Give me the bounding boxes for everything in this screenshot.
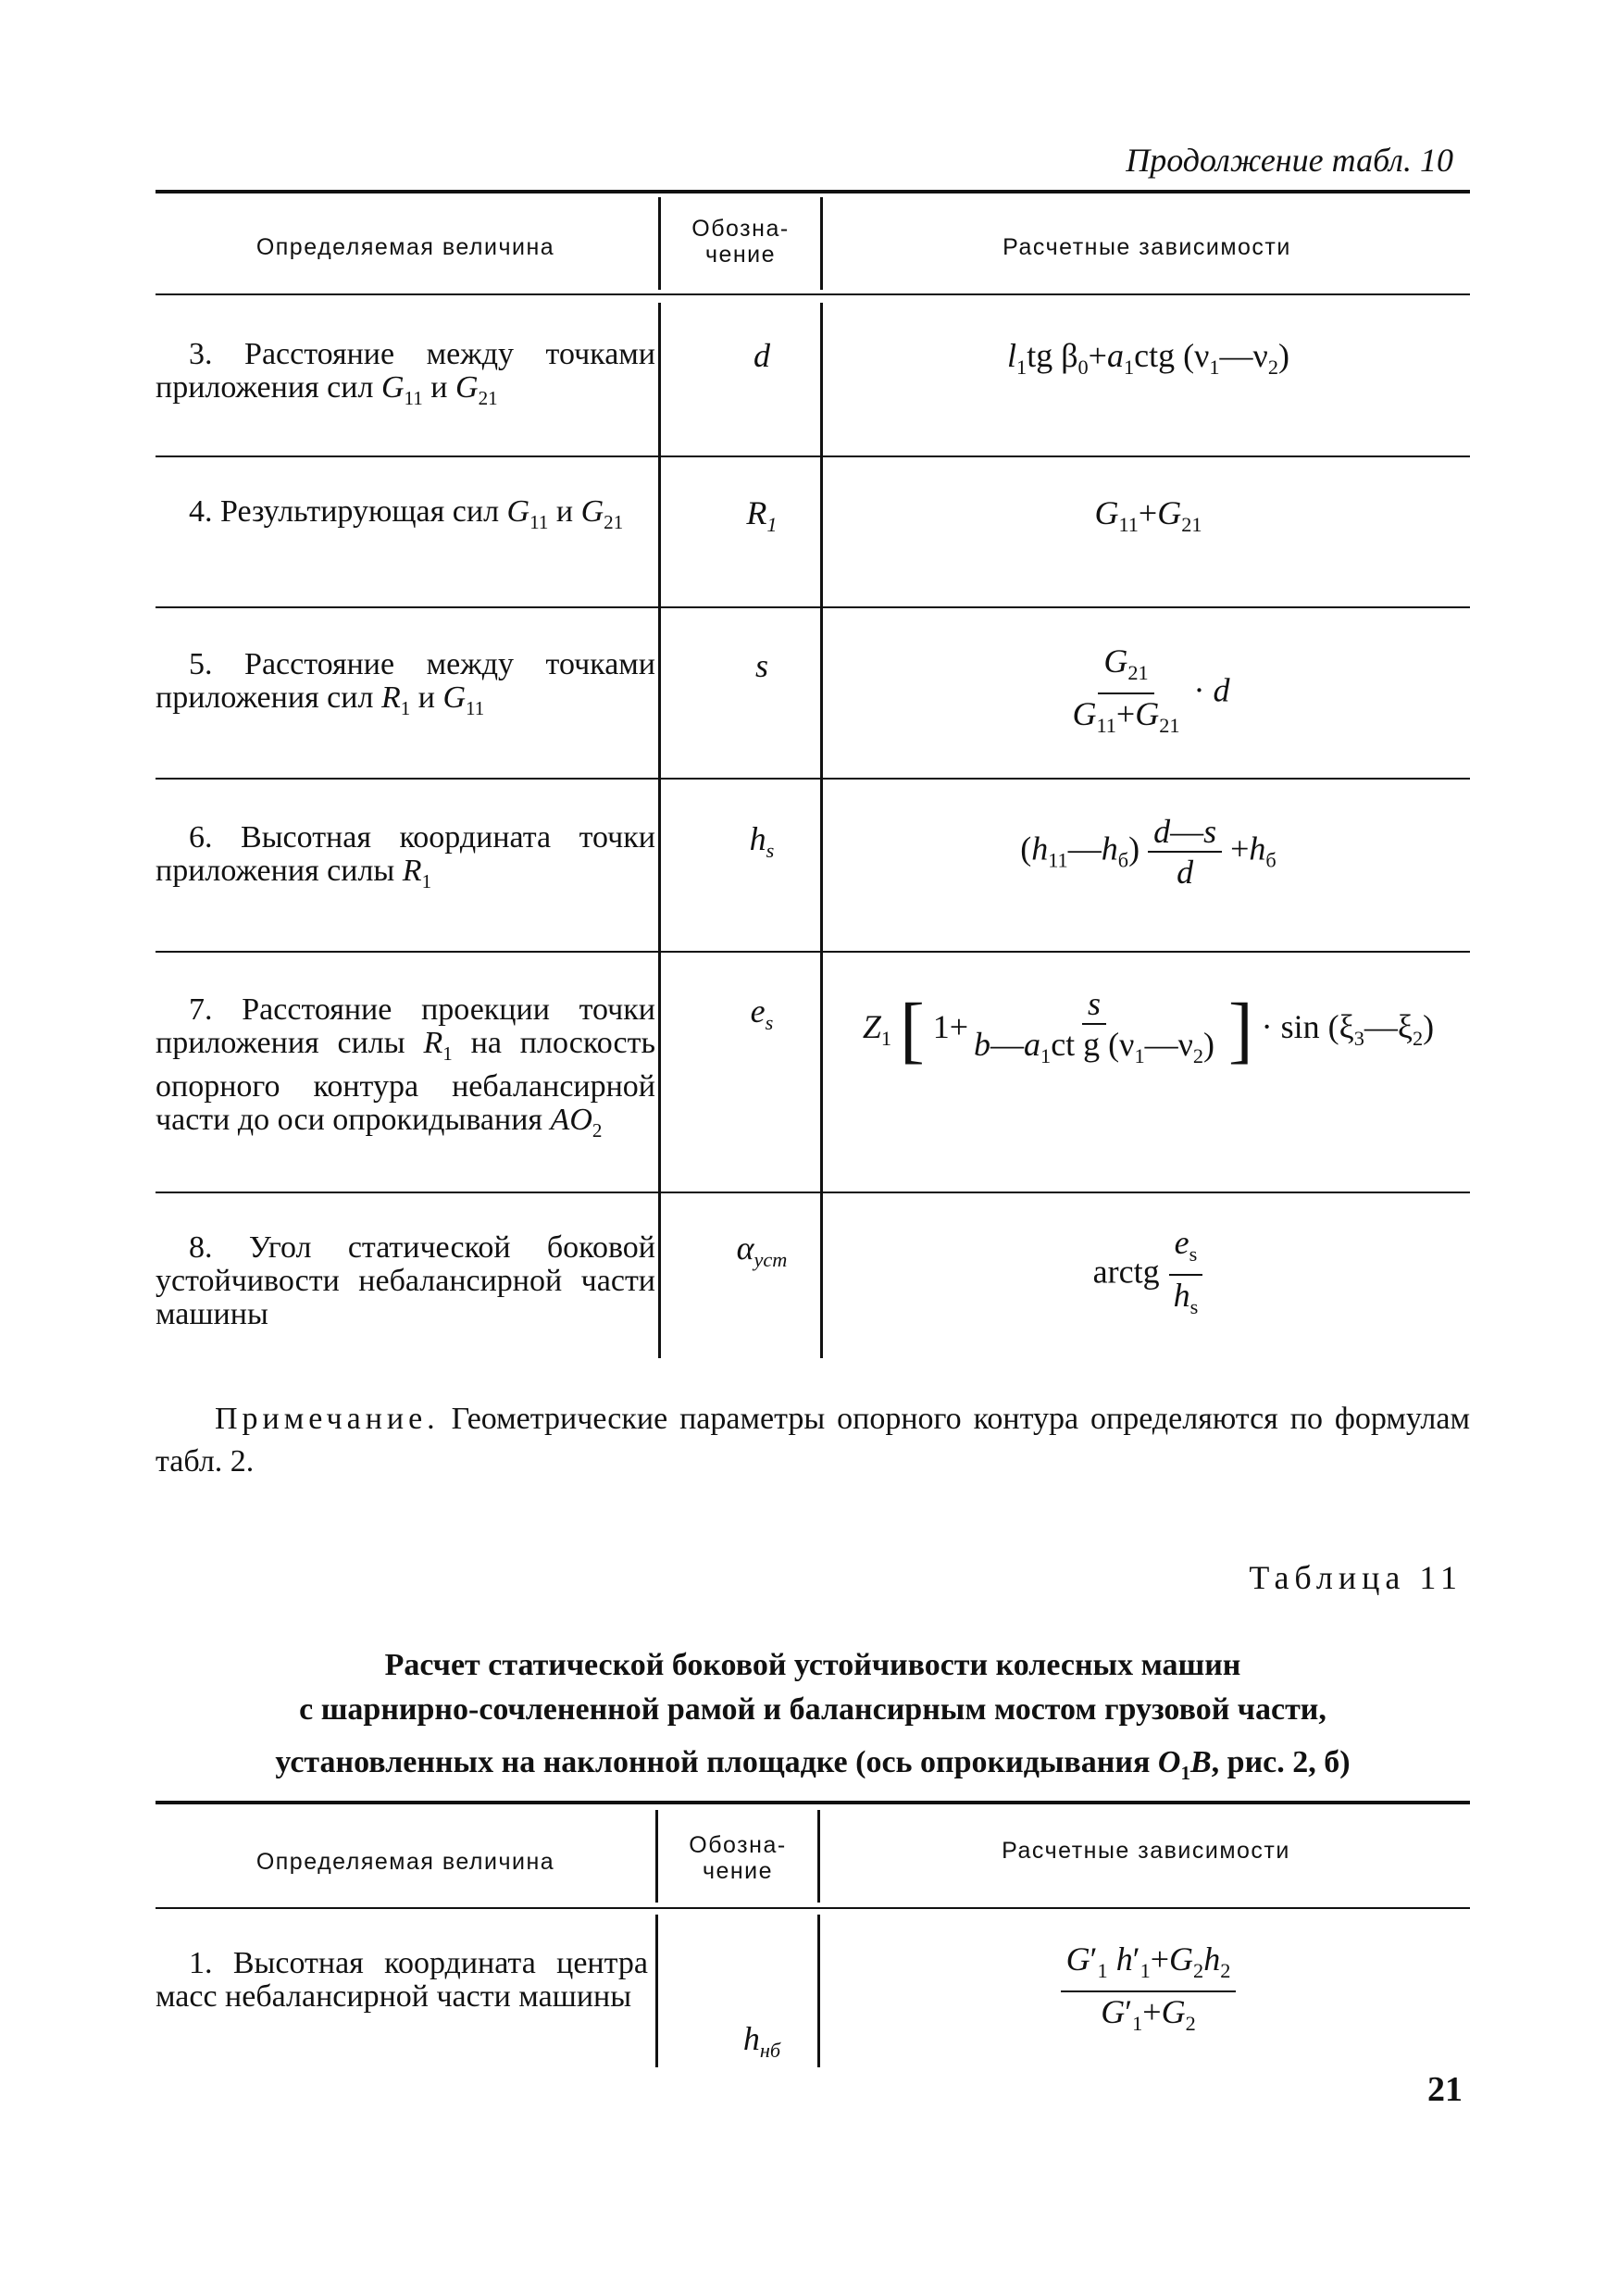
page-number: 21 [1427,2070,1463,2109]
table-row-3-symbol: d [753,337,770,374]
header-rule [156,1907,1470,1909]
table-row-5-symbol: s [754,647,768,684]
column-divider [820,197,823,290]
table-row-7-formula: $Z_1$ [ 1+ $\frac{s}{b—a_1ct g (\nu_1—\nu_2)}$ ] · $\sin (\xi_3—\xi_2)$ [862,985,1435,1071]
column-divider [655,1810,658,1903]
row-rule [156,1192,1470,1193]
table-note [156,1398,1470,1483]
table-row-4-formula: $G_{11}+G_{21}$ [1094,494,1202,537]
table-row-3-formula: $l_1tg$ $\beta_0+a_1ctg$ $(\nu_1—\nu_2)$ [1007,337,1289,380]
header-quantity: Определяемая величина [255,1849,555,1875]
row-rule [156,455,1470,457]
header-formulas: Расчетные зависимости [1002,1838,1290,1864]
table-11-row-1-formula: $\frac{G'_1 h'_1+G_2h_2}{G'_1+G_2}$ [827,1940,1470,2043]
column-divider [817,1810,820,1903]
row-rule [156,951,1470,953]
table-row-7-symbol: $e_s$ [750,992,774,1035]
header-symbol: Обозна- чение [691,216,790,268]
table-10 [156,190,1470,1375]
table-top-rule [156,1801,1470,1804]
table-row-8-quantity: 8. Угол статической боковой устойчивости небалансирной части машины [156,1230,655,1331]
table-11-title-line-2: с шарнирно-сочлененной рамой и балансирным мостом грузовой части, [299,1692,1326,1727]
table-11-title-line-1: Расчет статической боковой устойчивости колесных машин [384,1648,1241,1682]
header-formulas: Расчетные зависимости [1003,234,1291,260]
note-text: Геометрические параметры опорного контура определяются по формулам табл. 2. [156,1402,1470,1479]
table-row-7-quantity: 7. Расстояние проекции точки приложения силы $R_1$ на плоскость опорного контура небалансирной части до оси опрокидывания $AO_2$ [156,992,655,1142]
table-11-row-1-quantity: 1. Высотная координата центра масс небалансирной части машины [156,1946,648,2014]
column-divider [658,303,661,1358]
table-11-label: Таблица 11 [1249,1559,1463,1596]
header-rule [156,293,1470,295]
table-row-4-symbol: $R_1$ [746,494,778,537]
table-row-6-formula: $(h_{11}—h_б)$ $\frac{d—s}{d}$ $+h_б$ [1020,813,1277,891]
table-row-3-quantity: 3. Расстояние между точками приложения сил $G_{11}$ и $G_{21}$ [156,337,655,409]
column-divider [658,197,661,290]
table-11-title-line-3: установленных на наклонной площадке (ось опрокидывания $O_1B$, рис. 2, б) [275,1745,1351,1784]
table-row-5-quantity: 5. Расстояние между точками приложения сил $R_1$ и $G_{11}$ [156,647,655,719]
table-11-row-1-symbol: $h_{нб}$ [742,2020,781,2063]
table-row-6-symbol: $h_s$ [749,820,775,863]
table-row-6-quantity: 6. Высотная координата точки приложения силы $R_1$ [156,820,655,892]
row-rule [156,606,1470,608]
column-divider [655,1915,658,2067]
table-row-8-symbol: $\alpha_{уст}$ [736,1229,788,1272]
header-symbol: Обозна- чение [689,1832,787,1884]
continuation-label: Продолжение табл. 10 [1126,142,1453,179]
table-11 [156,1801,1470,2115]
table-row-4-quantity: 4. Результирующая сил $G_{11}$ и $G_{21}$ [189,494,624,533]
table-row-5-formula: $\frac{G_{21}}{G_{11}+G_{21}}$ · d [1072,643,1230,738]
table-row-8-formula: arctg $\frac{e_s}{h_s}$ [827,1223,1470,1327]
header-quantity: Определяемая величина [255,234,555,260]
note-label: Примечание. [215,1402,440,1436]
row-rule [156,778,1470,780]
table-top-rule [156,190,1470,193]
